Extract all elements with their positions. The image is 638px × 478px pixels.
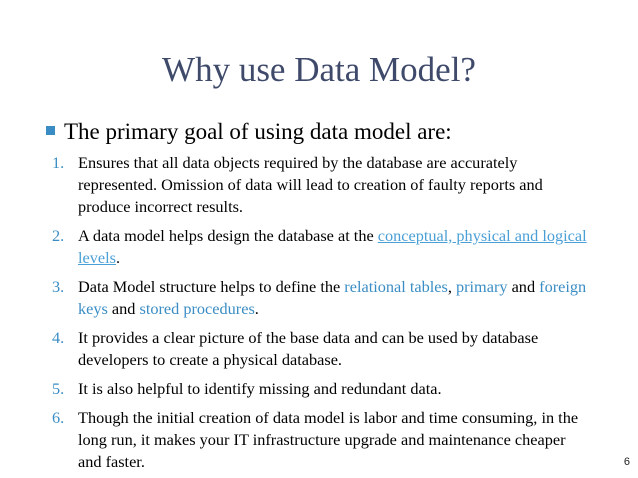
levels-link[interactable]: conceptual, physical and logical levels: [78, 226, 587, 267]
item-text: It is also helpful to identify missing and redundant data.: [78, 379, 442, 398]
page-number: 6: [623, 456, 630, 468]
item-number: 5.: [52, 379, 65, 398]
list-item: [52, 276, 592, 320]
stored-procedures-term: stored procedures: [139, 299, 255, 318]
item-number: 2.: [52, 226, 65, 245]
item-text: Though the initial creation of data model is labor and time consuming, in the long run, it makes your IT infrastructure upgrade and maintenance cheaper and faster.: [78, 408, 579, 471]
slide-title: Why use Data Model?: [162, 50, 476, 89]
item-text-end: .: [115, 248, 121, 267]
list-item: [52, 225, 592, 269]
list-item: [52, 327, 592, 371]
item-text: and: [107, 299, 140, 318]
list-item: [52, 407, 592, 473]
item-text-end: .: [254, 299, 259, 318]
primary-term: primary: [455, 277, 508, 296]
item-text: Data Model structure helps to define the: [78, 277, 345, 296]
item-text: and: [507, 277, 540, 296]
item-text: Ensures that all data objects required by the database are accurately represented. Omission of data will lead to creation of faulty reports and produce incorrect results.: [78, 153, 543, 216]
item-text: ,: [447, 277, 456, 296]
item-number: 3.: [52, 277, 65, 296]
item-text: It provides a clear picture of the base data and can be used by database developers to create a physical database.: [78, 328, 539, 369]
square-bullet-icon: [46, 126, 55, 135]
list-item: [52, 152, 592, 218]
item-text: A data model helps design the database at the: [78, 226, 378, 245]
numbered-list: [52, 152, 592, 478]
main-bullet: [46, 116, 626, 148]
main-bullet-text: The primary goal of using data model are:: [64, 119, 452, 144]
list-item: [52, 378, 592, 400]
foreign-keys-term: foreign keys: [78, 277, 587, 318]
item-number: 4.: [52, 328, 65, 347]
item-number: 6.: [52, 408, 65, 427]
item-number: 1.: [52, 153, 65, 172]
relational-tables-term: relational tables: [344, 277, 448, 296]
